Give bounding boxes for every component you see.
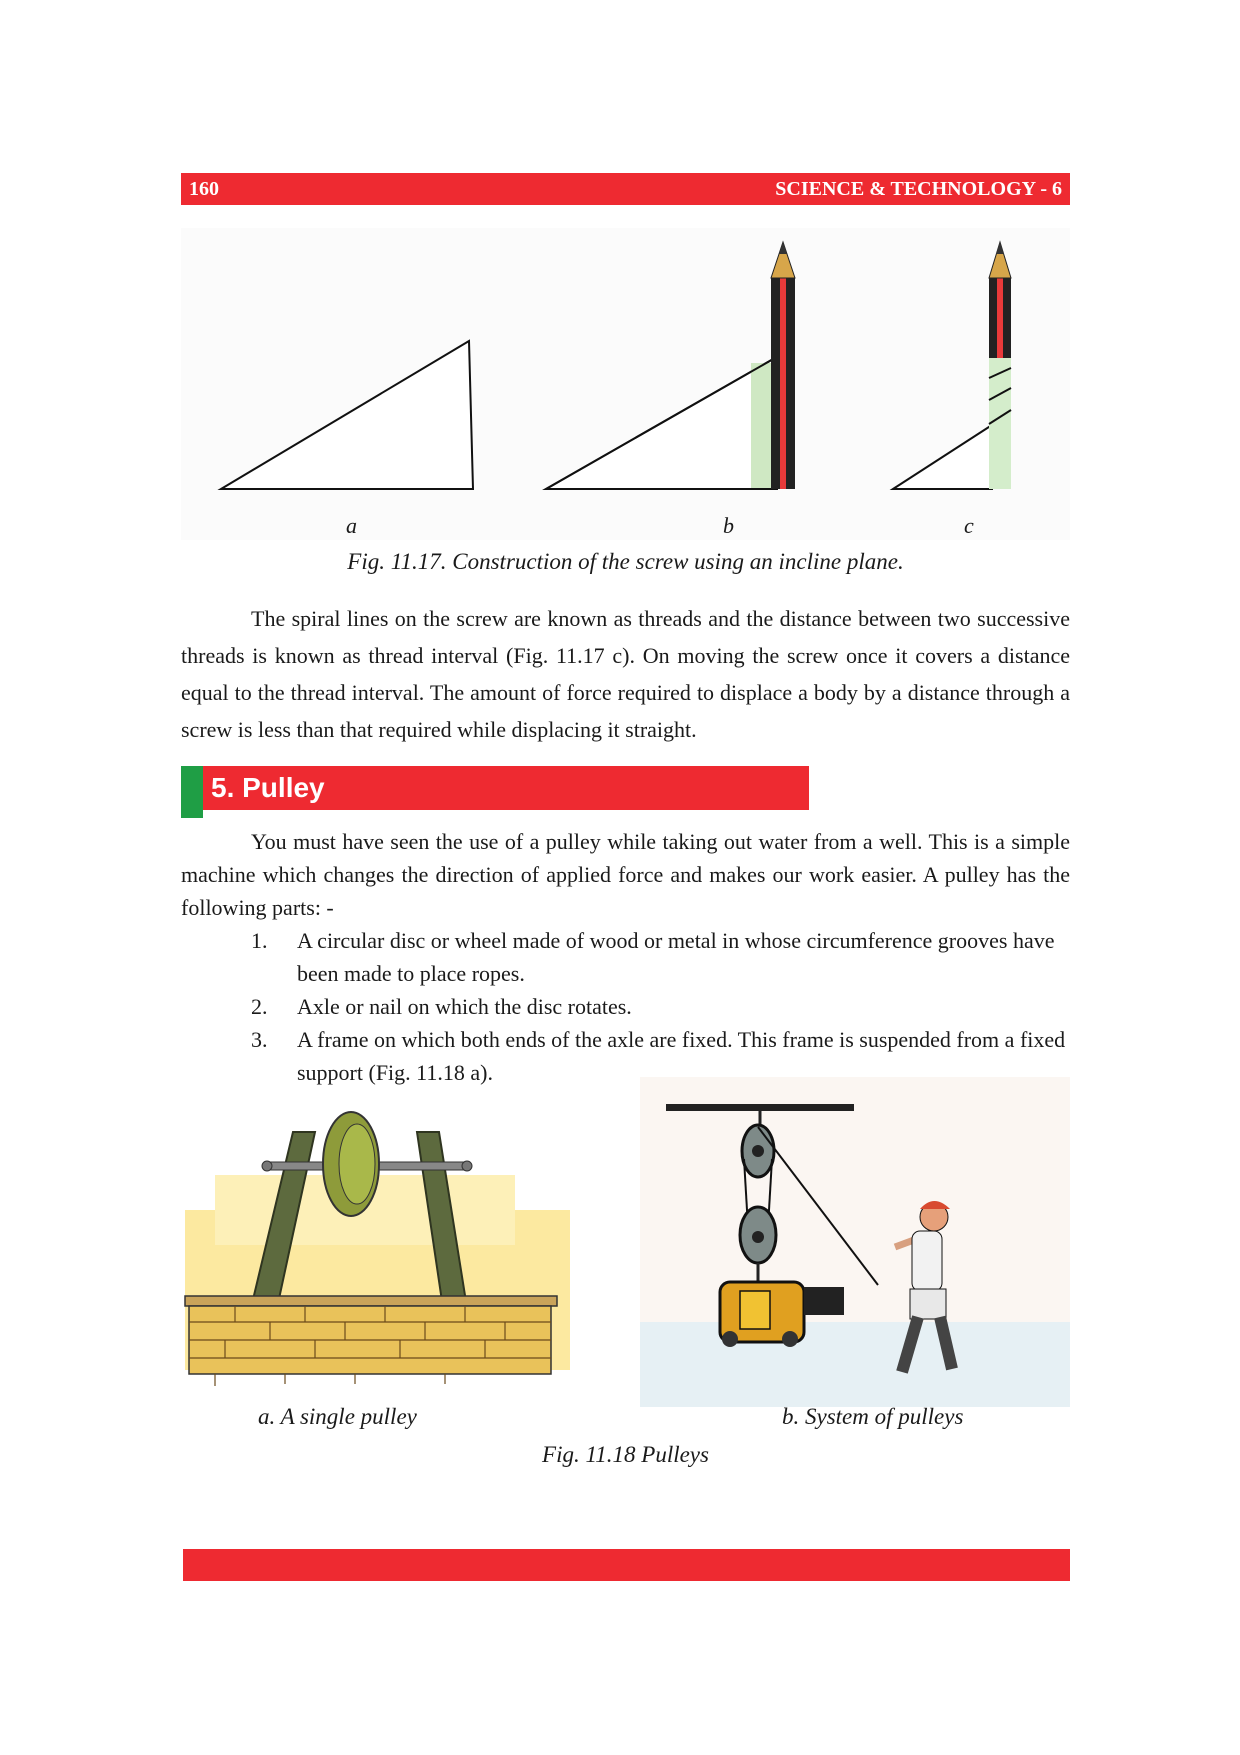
pencil-b xyxy=(771,242,795,489)
figure-11-17 xyxy=(181,228,1070,540)
paragraph-threads xyxy=(181,600,1070,748)
list-item-number: 1. xyxy=(251,928,268,953)
paragraph-pulley-intro xyxy=(181,825,1070,924)
list-item xyxy=(181,924,1070,990)
pulley-system-illustration xyxy=(640,1077,1070,1407)
list-item-text: A circular disc or wheel made of wood or metal in whose circumference grooves have been made to place ropes. xyxy=(297,928,1055,986)
incline-plane-a xyxy=(221,341,473,489)
figure-label-b: b xyxy=(723,513,734,538)
list-item-text: Axle or nail on which the disc rotates. xyxy=(297,994,632,1019)
incline-plane-c xyxy=(893,425,992,489)
pulley-parts-list xyxy=(181,924,1070,1089)
book-title: SCIENCE & TECHNOLOGY - 6 xyxy=(775,178,1062,200)
section-title: 5. Pulley xyxy=(211,772,325,803)
page-header-bar xyxy=(181,173,1070,205)
list-item-number: 2. xyxy=(251,994,268,1019)
section-heading-accent xyxy=(181,766,203,818)
pencil-c xyxy=(989,242,1011,489)
section-heading xyxy=(181,766,809,810)
list-item-number: 3. xyxy=(251,1027,268,1052)
figure-11-18a-caption: a. A single pulley xyxy=(258,1404,417,1429)
list-item xyxy=(181,990,1070,1023)
figure-11-17-caption: Fig. 11.17. Construction of the screw using an incline plane. xyxy=(347,549,904,574)
single-pulley-illustration xyxy=(155,1100,585,1400)
figure-11-18-caption: Fig. 11.18 Pulleys xyxy=(542,1442,709,1467)
paragraph-threads-text: The spiral lines on the screw are known as threads and the distance between two successive threads is known as thread interval (Fig. 11.17 c). On moving the screw once it covers a distance equal to the thread interval. The amount of force required to displace a body by a distance through a screw is less than that required while displacing it straight. xyxy=(181,606,1070,742)
paragraph-pulley-intro-text: You must have seen the use of a pulley while taking out water from a well. This is a simple machine which changes the direction of applied force and makes our work easier. A pulley has the following parts: - xyxy=(181,829,1070,920)
page-number: 160 xyxy=(189,178,219,200)
figure-11-18b-caption: b. System of pulleys xyxy=(782,1404,964,1429)
figure-label-a: a xyxy=(346,513,357,538)
list-item-text: A frame on which both ends of the axle are fixed. This frame is suspended from a fixed support (Fig. 11.18 a). xyxy=(297,1027,1066,1085)
figure-label-c: c xyxy=(964,513,974,538)
page-footer-bar xyxy=(183,1549,1070,1581)
